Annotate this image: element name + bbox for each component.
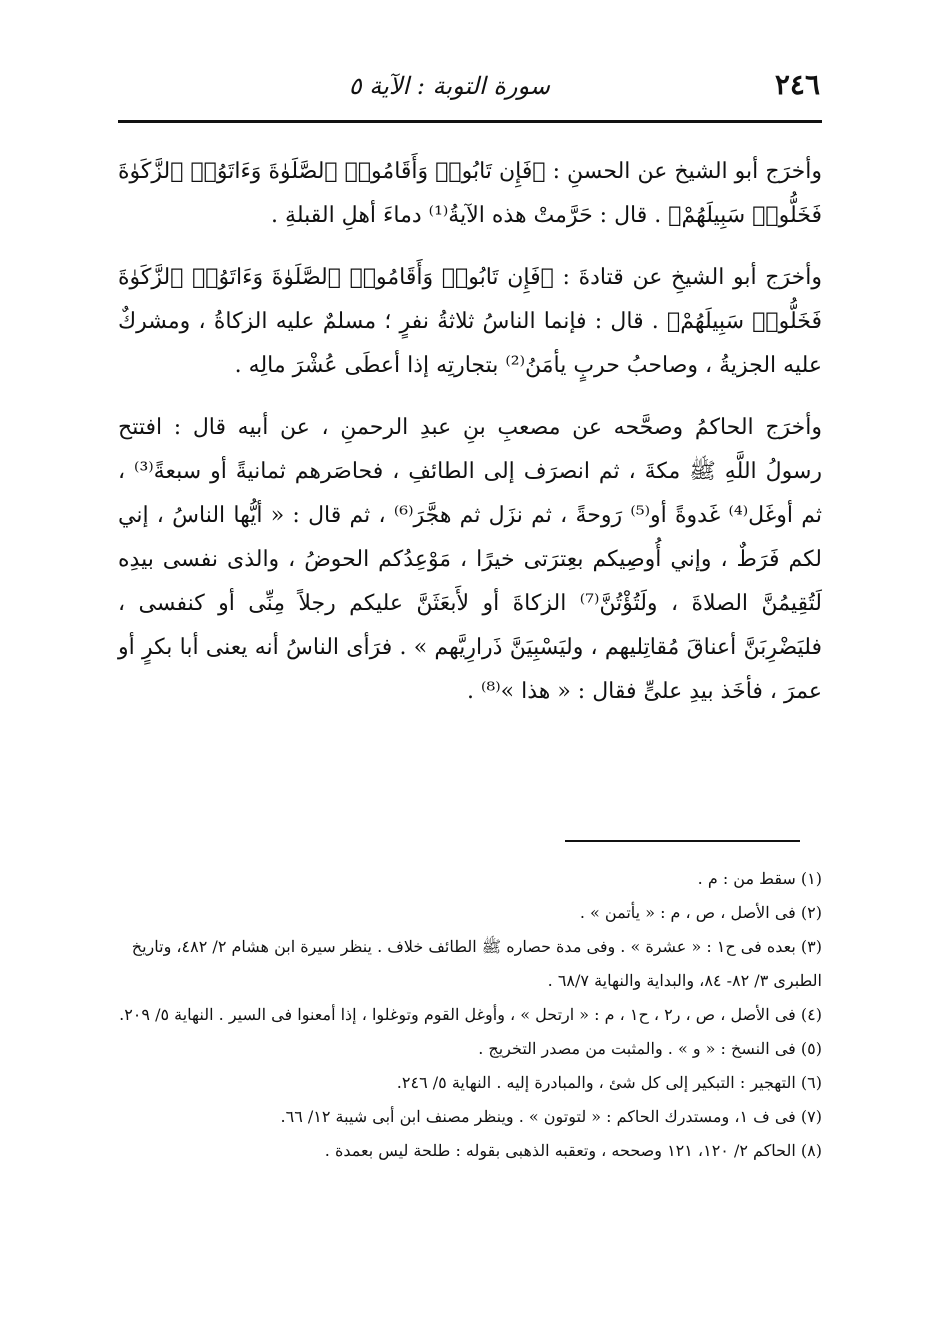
running-title: سورة التوبة : الآية ٥ [348,72,550,100]
paragraph: وأخرَج أبو الشيخِ عن قتادةَ : ﴿فَإِن تَابُوا۟ وَأَقَامُوا۟ ٱلصَّلَوٰةَ وَءَاتَوُا۟ ٱلزَّكَوٰةَ فَخَلُّوا۟ سَبِيلَهُمْ﴾ . قال : فإنما الناسُ ثلاثةُ نفرٍ ؛ مسلمٌ عليه الزكاةُ ، ومشركٌ عليه الجزيةُ ، وصاحبُ حربٍ يأمَنُ⁽²⁾ بتجارتِه إذا أعطَى عُشْرَ مالِه . [118,265,822,378]
page-header [120,62,820,118]
footnote: (٣) بعده فى ح١ : « عشرة » . وفى مدة حصاره ﷺ الطائف خلاف . ينظر سيرة ابن هشام ٢/ ٤٨٢، وتاريخ الطبرى ٣/ ٨٢- ٨٤، والبداية والنهاية ٦٨/٧ . [131,937,822,990]
header-rule [118,120,822,123]
footnotes [118,862,822,1168]
footnote: (١) سقط من : م . [697,869,822,888]
footnote-rule [565,840,800,842]
footnote: (٢) فى الأصل ، ص ، م : « يأتمن » . [579,903,822,922]
footnote: (٤) فى الأصل ، ص ، ر٢ ، ح١ ، م : « ارتحل » ، وأوغل القوم وتوغلوا ، إذا أمعنوا فى السير . النهاية ٥/ ٢٠٩. [119,1005,822,1024]
footnote: (٦) التهجير : التبكير إلى كل شئ ، والمبادرة إليه . النهاية ٥/ ٢٤٦. [396,1073,822,1092]
paragraph: وأخرَج الحاكمُ وصحَّحه عن مصعبِ بنِ عبدِ الرحمنِ ، عن أبيه قال : افتتح رسولُ اللَّهِ ﷺ مكةَ ، ثم انصرَف إلى الطائفِ ، فحاصَرهم ثمانيةً أو سبعةً⁽³⁾ ، ثم أوغَل⁽⁴⁾ غَدوةً أو⁽⁵⁾ رَوحةً ، ثم نزَل ثم هجَّرَ⁽⁶⁾ ، ثم قال : « أيُّها الناسُ ، إني لكم فَرَطٌ ، وإني أُوصِيكم بعِترَتى خيرًا ، مَوْعِدُكم الحوضُ ، والذى نفسى بيدِه لَتُقِيمُنَّ الصلاةَ ، ولَتُؤْتُنَّ⁽⁷⁾ الزكاةَ أو لأَبعَثَنَّ عليكم رجلاً مِنِّى أو كنفسى ، فليَضْرِبَنَّ أعناقَ مُقاتِليهم ، وليَسْبِيَنَّ ذَرارِيَّهم » . فرَأى الناسُ أنه يعنى أبا بكرٍ أو عمرَ ، فأخَذ بيدِ علىٍّ فقال : « هذا »⁽⁸⁾ . [118,415,823,704]
main-text [118,150,822,732]
footnote: (٨) الحاكم ٢/ ١٢٠، ١٢١ وصححه ، وتعقبه الذهبى بقوله : طلحة ليس بعمدة . [324,1141,822,1160]
footnote: (٧) فى ف ١، ومستدرك الحاكم : « لتوتون » . وينظر مصنف ابن أبى شيبة ١٢/ ٦٦. [280,1107,822,1126]
paragraph: وأخرَج أبو الشيخ عن الحسنِ : ﴿فَإِن تَابُوا۟ وَأَقَامُوا۟ ٱلصَّلَوٰةَ وَءَاتَوُا۟ ٱلزَّكَوٰةَ فَخَلُّوا۟ سَبِيلَهُمْ﴾ . قال : حَرَّمتْ هذه الآيةُ⁽¹⁾ دماءَ أهلِ القبلةِ . [118,159,822,228]
page-number: ٢٤٦ [774,68,820,101]
footnote: (٥) فى النسخ : « و » . والمثبت من مصدر التخريج . [478,1039,822,1058]
